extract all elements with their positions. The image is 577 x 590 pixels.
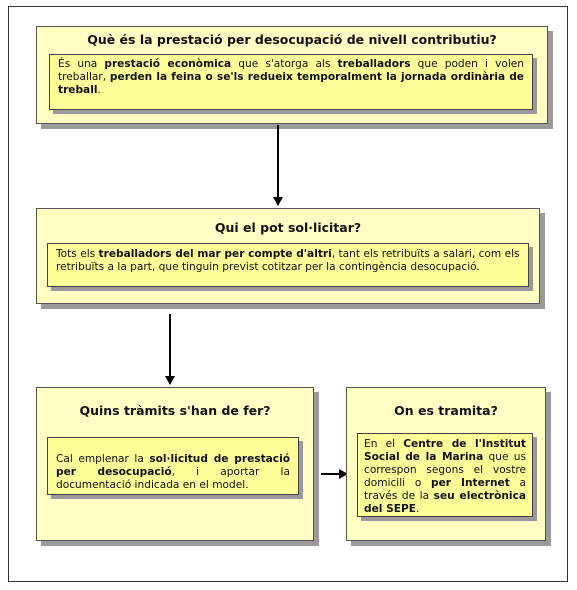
emphasis-text: prestació econòmica: [104, 58, 232, 70]
emphasis-text: sol·licitud de prestació per desocupació: [56, 453, 290, 478]
box-where-processed-title: On es tramita?: [394, 403, 498, 418]
arrow-2-to-3: [169, 314, 171, 384]
emphasis-text: seu electrònica del SEPE: [364, 490, 526, 515]
box-procedures-text: Cal emplenar la sol·licitud de prestació per desocupació, i aportar la documentació indicada en el model.: [47, 437, 299, 495]
box-where-processed-text: En el Centre de l'Institut Social de la Marina que us correspon segons el vostre domicili o per Internet a través de la seu electrònica del SEPE.: [357, 433, 533, 517]
box-who-can-apply: [36, 208, 540, 304]
box-procedures: [36, 387, 314, 541]
emphasis-text: Centre de l'Institut Social de la Marina: [364, 438, 526, 463]
box-what-is: [36, 26, 548, 124]
box-who-can-apply-text: Tots els treballadors del mar per compte d'altri, tant els retribuïts a salari, com els retribuïts a la part, que tinguin previst cotitzar per la contingència desocupació.: [47, 243, 529, 287]
arrow-1-to-2: [277, 125, 279, 205]
emphasis-text: perden la feina o se'ls redueix temporalment la jornada ordinària de treball: [58, 71, 524, 96]
box-procedures-title: Quins tràmits s'han de fer?: [79, 403, 271, 418]
box-what-is-title: Què és la prestació per desocupació de nivell contributiu?: [87, 32, 497, 47]
emphasis-text: treballadors: [337, 58, 411, 70]
emphasis-text: treballadors del mar per compte d'altri: [98, 248, 332, 260]
box-who-can-apply-title: Qui el pot sol·licitar?: [214, 220, 362, 235]
box-where-processed: [346, 387, 546, 541]
emphasis-text: per Internet: [431, 477, 510, 489]
box-what-is-text: És una prestació econòmica que s'atorga als treballadors que poden i volen treballar, perden la feina o se'ls redueix temporalment la jornada ordinària de treball.: [49, 54, 533, 110]
arrow-3-to-4: [321, 473, 347, 475]
